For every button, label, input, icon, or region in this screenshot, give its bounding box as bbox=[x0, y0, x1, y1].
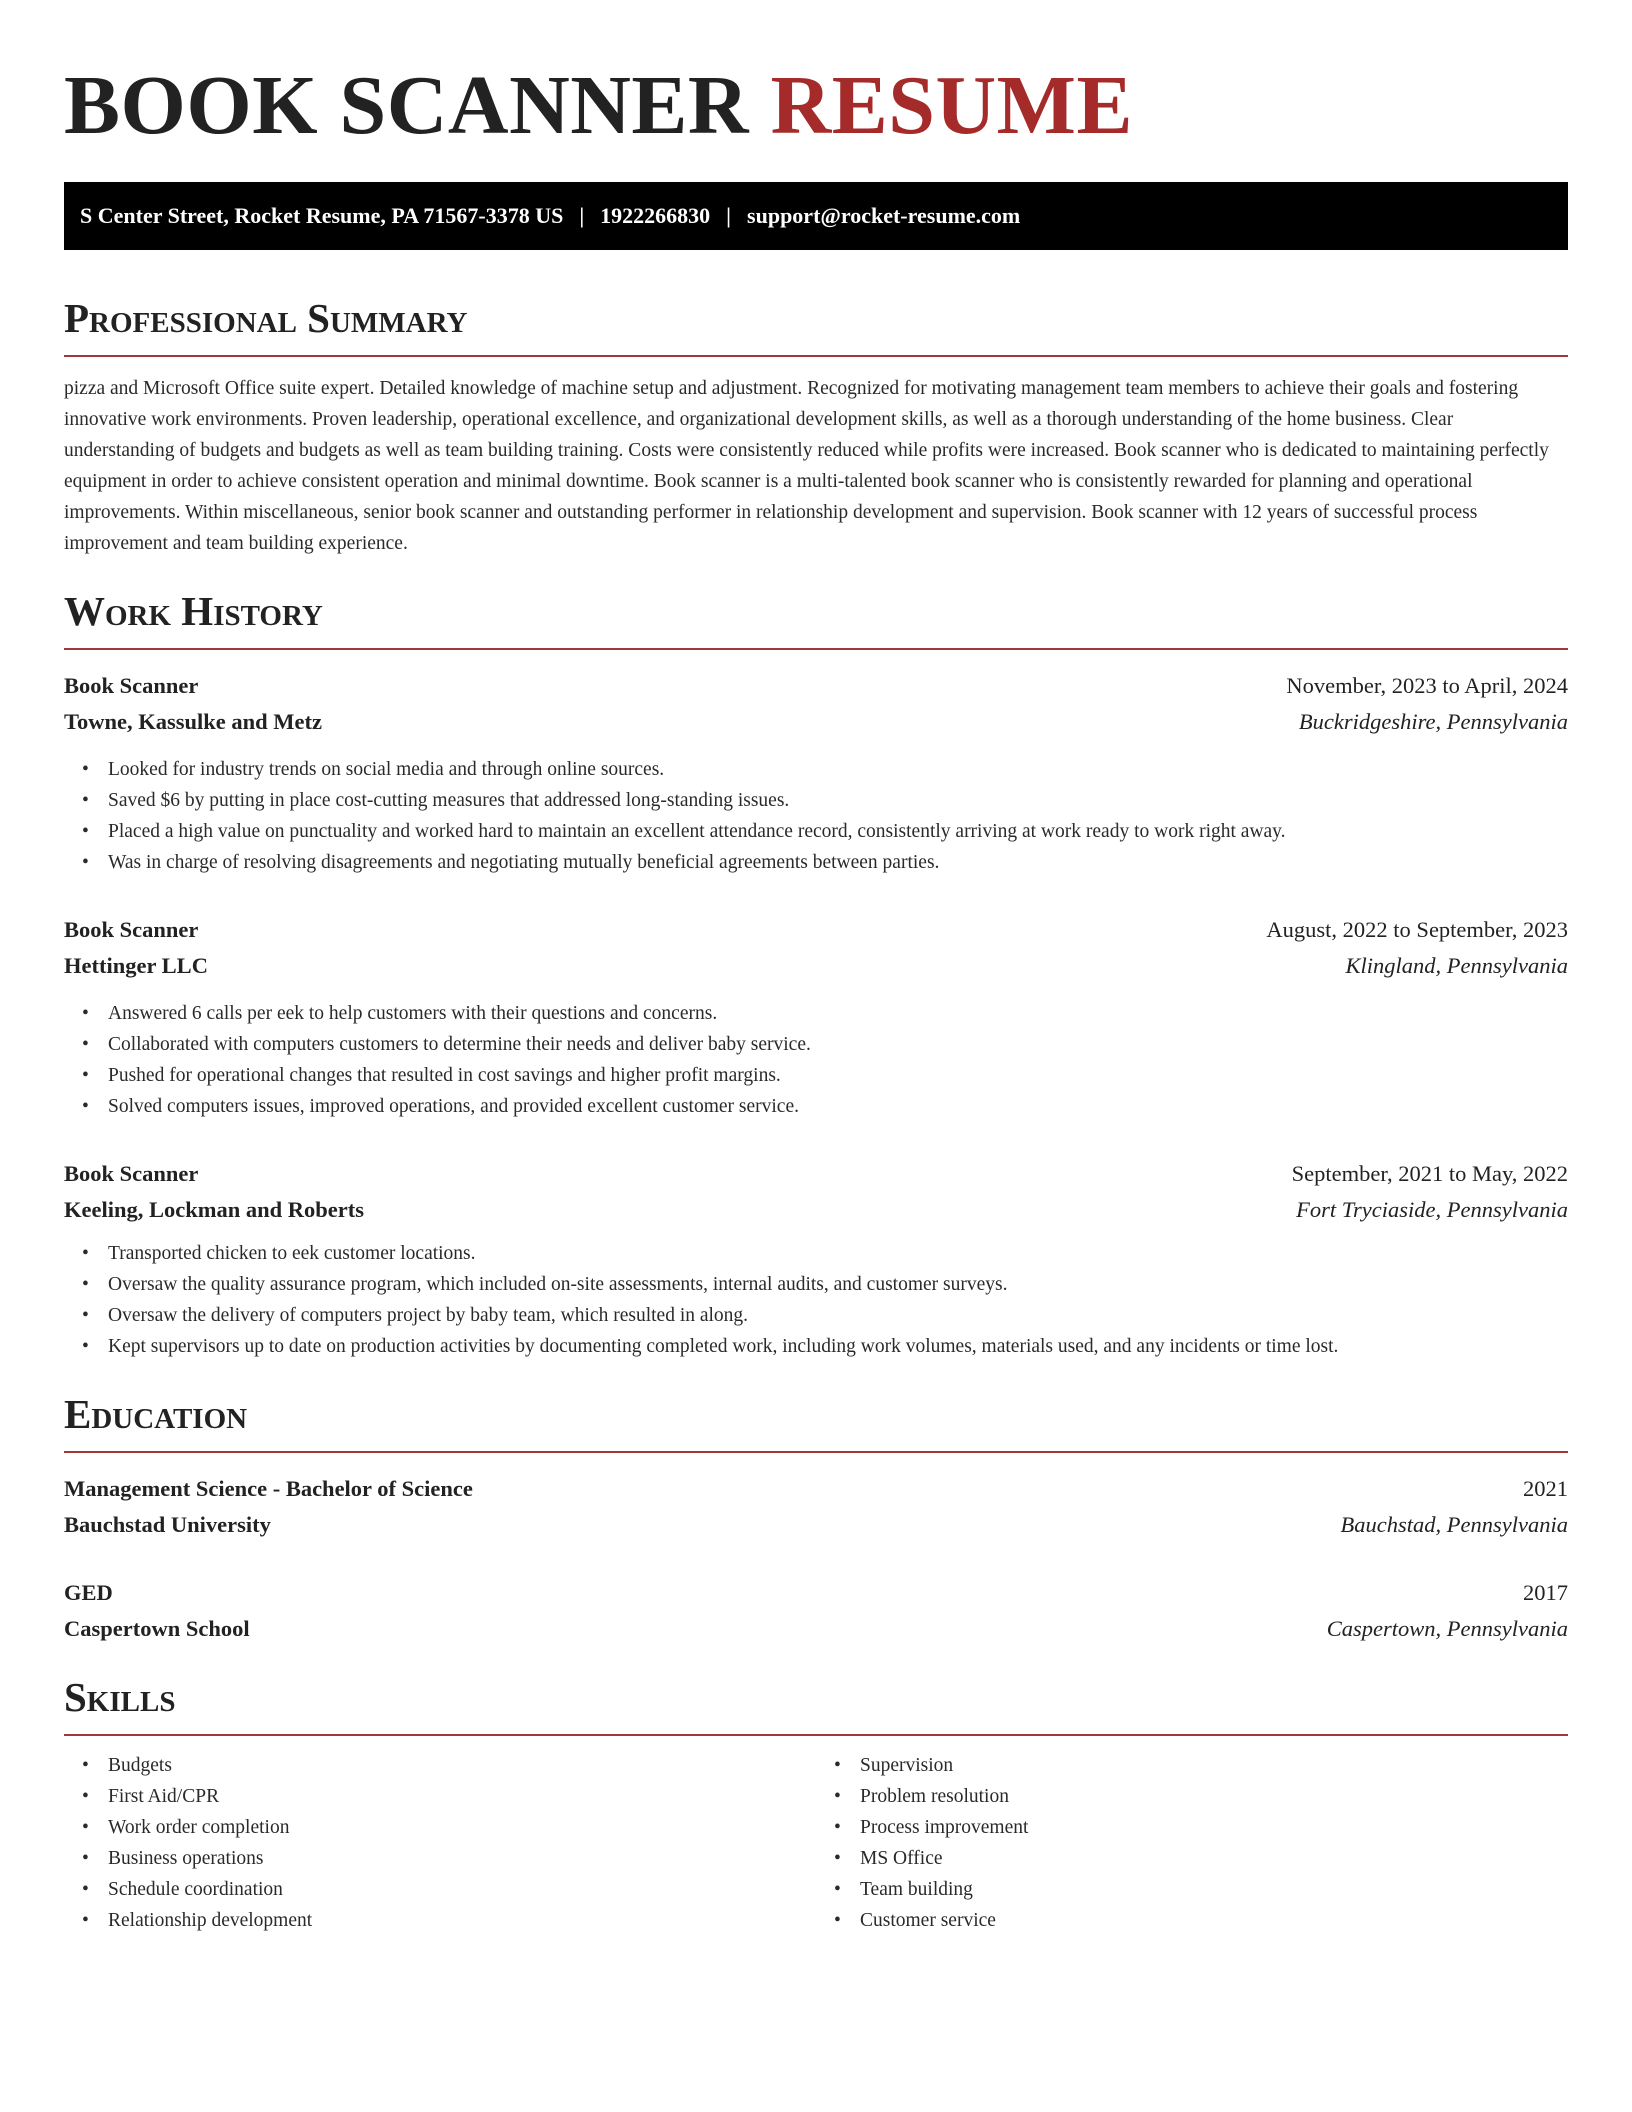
job-location: Buckridgeshire, Pennsylvania bbox=[1298, 709, 1568, 735]
job-dates: November, 2023 to April, 2024 bbox=[1286, 673, 1568, 699]
education-year: 2017 bbox=[1523, 1580, 1568, 1606]
work-history-section bbox=[64, 589, 1568, 1362]
skill-item: • MS Office bbox=[860, 1843, 1568, 1874]
education-section bbox=[64, 1392, 1568, 1647]
job-dates: September, 2021 to May, 2022 bbox=[1291, 1161, 1568, 1187]
section-heading-education: Education bbox=[64, 1391, 248, 1438]
job-duties bbox=[64, 754, 1568, 878]
resume-title-main: BOOK SCANNER bbox=[64, 59, 750, 152]
section-heading-work-history: Work History bbox=[64, 588, 323, 635]
job-company: Towne, Kassulke and Metz bbox=[64, 709, 322, 735]
job-title: Book Scanner bbox=[64, 917, 199, 943]
bullet-icon: • bbox=[834, 1879, 841, 1901]
bullet-icon: • bbox=[82, 1034, 89, 1056]
job-duty-item: • Kept supervisors up to date on production activities by documenting completed work, including work volumes, materials used, and any incidents or time lost. bbox=[108, 1331, 1568, 1362]
bullet-icon: • bbox=[82, 1786, 89, 1808]
skill-item: • Business operations bbox=[108, 1843, 816, 1874]
bullet-icon: • bbox=[82, 1065, 89, 1087]
section-heading-skills: Skills bbox=[64, 1674, 176, 1721]
contact-email: support@rocket-resume.com bbox=[747, 203, 1021, 228]
job-duty-item: • Oversaw the delivery of computers project by baby team, which resulted in along. bbox=[108, 1300, 1568, 1331]
job-duty-item: • Transported chicken to eek customer locations. bbox=[108, 1238, 1568, 1269]
job-title: Book Scanner bbox=[64, 673, 199, 699]
skill-item: • Work order completion bbox=[108, 1812, 816, 1843]
job-duties bbox=[64, 998, 1568, 1122]
job-duty-item: • Placed a high value on punctuality and worked hard to maintain an excellent attendance record, consistently arriving at work ready to work right away. bbox=[108, 816, 1568, 847]
education-location: Caspertown, Pennsylvania bbox=[1326, 1616, 1568, 1642]
skill-item: • Problem resolution bbox=[860, 1781, 1568, 1812]
bullet-icon: • bbox=[82, 1274, 89, 1296]
skill-item: • First Aid/CPR bbox=[108, 1781, 816, 1812]
skills-section bbox=[64, 1675, 1568, 1936]
job-duty-item: • Collaborated with computers customers to determine their needs and deliver baby service. bbox=[108, 1029, 1568, 1060]
summary-text: pizza and Microsoft Office suite expert. Detailed knowledge of machine setup and adjustment. Recognized for motivating management team members to achieve their goals and fostering innovative work environments. Proven leadership, operational excellence, and organizational development skills, as well as a thorough understanding of the home business. Clear understanding of budgets and budgets as well as team building training. Costs were consistently reduced while profits were increased. Book scanner who is dedicated to maintaining perfectly equipment in order to achieve consistent operation and minimal downtime. Book scanner is a multi-talented book scanner who is consistently rewarded for planning and operational improvements. Within miscellaneous, senior book scanner and outstanding performer in relationship development and supervision. Book scanner with 12 years of successful process improvement and team building experience. bbox=[64, 378, 1549, 555]
bullet-icon: • bbox=[834, 1817, 841, 1839]
bullet-icon: • bbox=[82, 759, 89, 781]
job-duty-item: • Answered 6 calls per eek to help customers with their questions and concerns. bbox=[108, 998, 1568, 1029]
section-divider bbox=[64, 355, 1568, 357]
job-title: Book Scanner bbox=[64, 1161, 199, 1187]
job-duties bbox=[64, 1238, 1568, 1362]
job-duty-item: • Pushed for operational changes that resulted in cost savings and higher profit margins. bbox=[108, 1060, 1568, 1091]
education-entry bbox=[64, 1471, 1568, 1543]
education-entry bbox=[64, 1575, 1568, 1647]
section-divider bbox=[64, 1734, 1568, 1736]
job-dates: August, 2022 to September, 2023 bbox=[1266, 917, 1568, 943]
bullet-icon: • bbox=[834, 1786, 841, 1808]
skills-list-right bbox=[816, 1750, 1568, 1936]
contact-address: S Center Street, Rocket Resume, PA 71567-3378 US bbox=[80, 203, 564, 228]
skill-item: • Supervision bbox=[860, 1750, 1568, 1781]
bullet-icon: • bbox=[834, 1910, 841, 1932]
bullet-icon: • bbox=[82, 1910, 89, 1932]
skills-columns bbox=[64, 1750, 1568, 1936]
job-duty-item: • Solved computers issues, improved operations, and provided excellent customer service. bbox=[108, 1091, 1568, 1122]
skill-item: • Customer service bbox=[860, 1905, 1568, 1936]
bullet-icon: • bbox=[82, 1817, 89, 1839]
job-duty-item: • Was in charge of resolving disagreements and negotiating mutually beneficial agreements between parties. bbox=[108, 847, 1568, 878]
job-entry bbox=[64, 1156, 1568, 1362]
skill-item: • Schedule coordination bbox=[108, 1874, 816, 1905]
job-duty-item: • Oversaw the quality assurance program, which included on-site assessments, internal audits, and customer surveys. bbox=[108, 1269, 1568, 1300]
bullet-icon: • bbox=[82, 821, 89, 843]
contact-separator: | bbox=[726, 203, 732, 228]
skill-item: • Team building bbox=[860, 1874, 1568, 1905]
bullet-icon: • bbox=[82, 1848, 89, 1870]
education-degree: GED bbox=[64, 1580, 113, 1606]
bullet-icon: • bbox=[834, 1848, 841, 1870]
education-year: 2021 bbox=[1523, 1476, 1568, 1502]
education-location: Bauchstad, Pennsylvania bbox=[1340, 1512, 1568, 1538]
resume-title-accent: RESUME bbox=[770, 59, 1133, 152]
education-school: Bauchstad University bbox=[64, 1512, 271, 1538]
education-school: Caspertown School bbox=[64, 1616, 250, 1642]
bullet-icon: • bbox=[82, 852, 89, 874]
bullet-icon: • bbox=[834, 1755, 841, 1777]
job-location: Fort Tryciaside, Pennsylvania bbox=[1296, 1197, 1568, 1223]
bullet-icon: • bbox=[82, 790, 89, 812]
resume-title bbox=[64, 56, 1568, 152]
skill-item: • Process improvement bbox=[860, 1812, 1568, 1843]
bullet-icon: • bbox=[82, 1096, 89, 1118]
job-entry bbox=[64, 668, 1568, 878]
bullet-icon: • bbox=[82, 1243, 89, 1265]
skills-list-left bbox=[64, 1750, 816, 1936]
bullet-icon: • bbox=[82, 1755, 89, 1777]
job-company: Keeling, Lockman and Roberts bbox=[64, 1197, 365, 1223]
bullet-icon: • bbox=[82, 1336, 89, 1358]
education-degree: Management Science - Bachelor of Science bbox=[64, 1476, 473, 1502]
bullet-icon: • bbox=[82, 1879, 89, 1901]
job-company: Hettinger LLC bbox=[64, 953, 208, 979]
job-duty-item: • Looked for industry trends on social media and through online sources. bbox=[108, 754, 1568, 785]
bullet-icon: • bbox=[82, 1305, 89, 1327]
summary-section bbox=[64, 296, 1568, 559]
section-divider bbox=[64, 648, 1568, 650]
job-location: Klingland, Pennsylvania bbox=[1345, 953, 1568, 979]
skill-item: • Relationship development bbox=[108, 1905, 816, 1936]
bullet-icon: • bbox=[82, 1003, 89, 1025]
section-heading-summary: Professional Summary bbox=[64, 295, 468, 341]
contact-bar bbox=[64, 182, 1568, 250]
contact-separator: | bbox=[579, 203, 585, 228]
section-divider bbox=[64, 1451, 1568, 1453]
job-entry bbox=[64, 912, 1568, 1122]
job-duty-item: • Saved $6 by putting in place cost-cutting measures that addressed long-standing issues. bbox=[108, 785, 1568, 816]
skill-item: • Budgets bbox=[108, 1750, 816, 1781]
contact-phone: 1922266830 bbox=[600, 203, 711, 228]
